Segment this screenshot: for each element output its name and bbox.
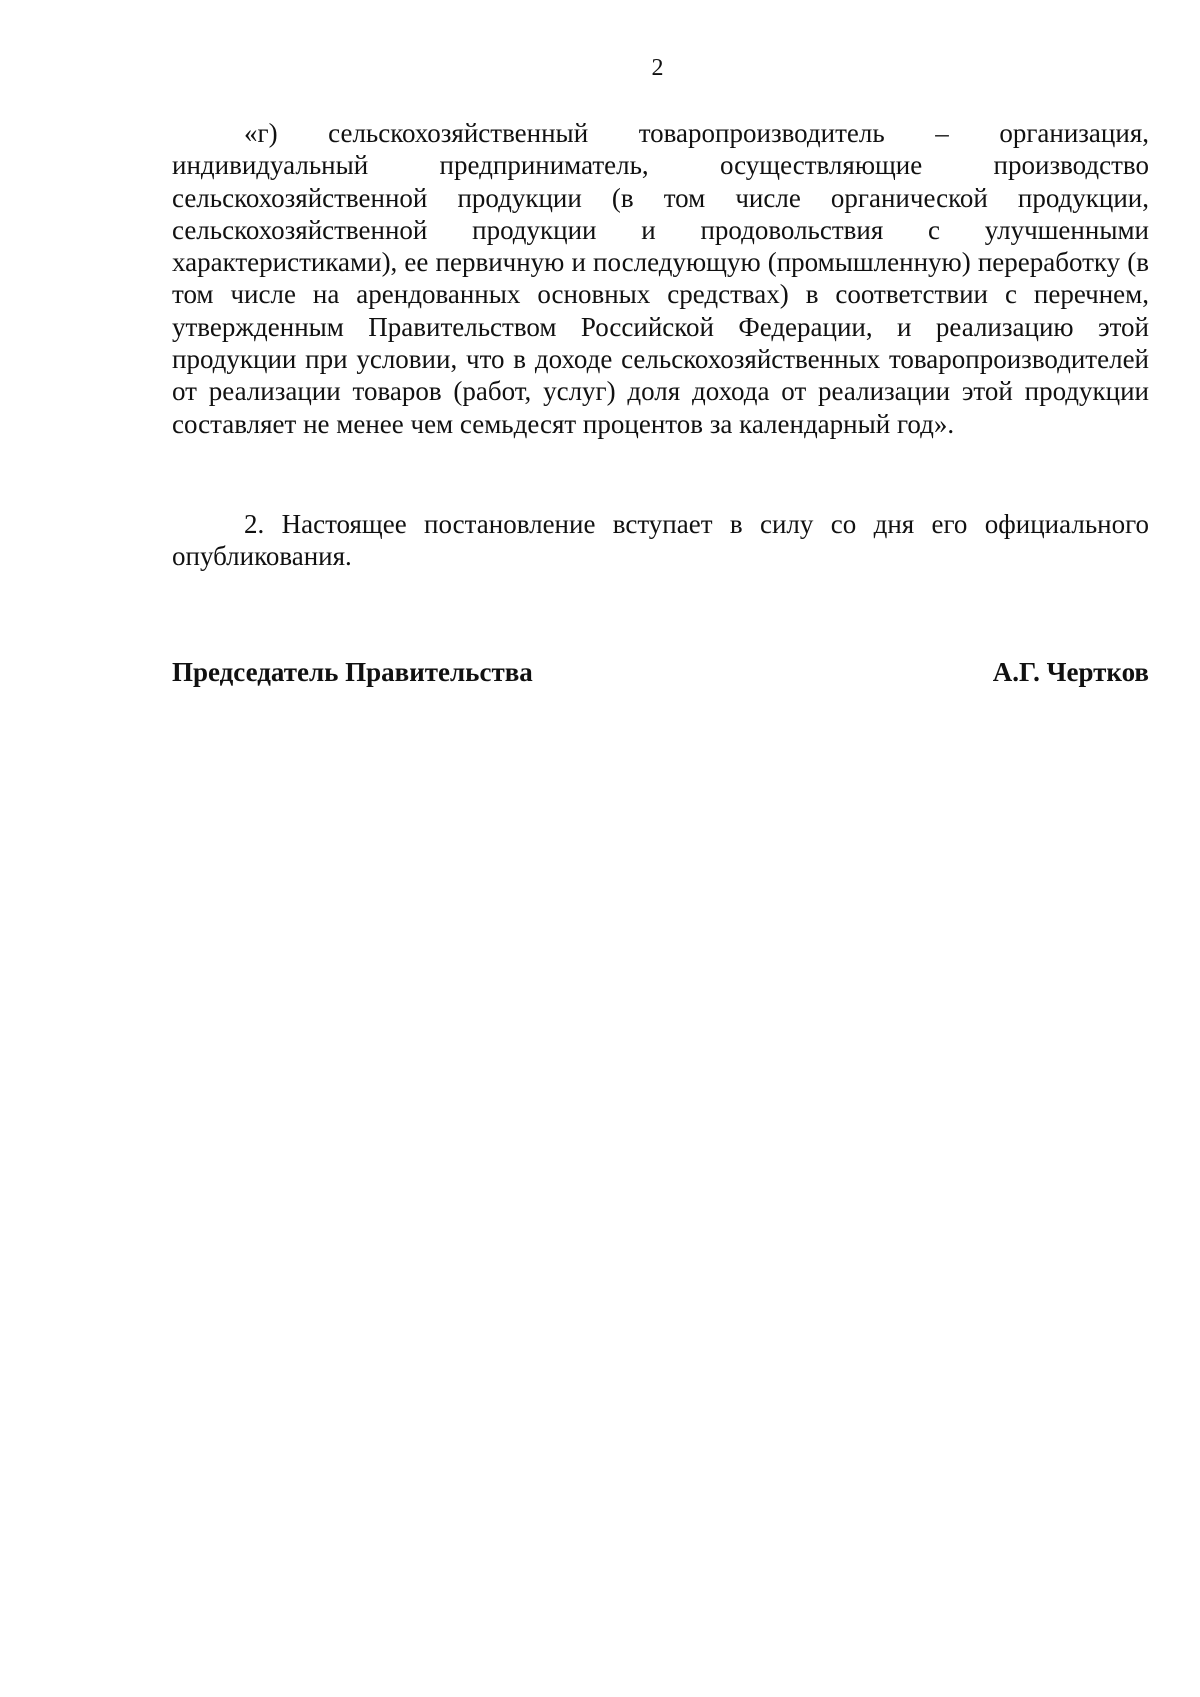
paragraph-definition: «г) сельскохозяйственный товаропроизводитель – организация, индивидуальный предприниматель, осуществляющие производство сельскохозяйственной продукции (в том числе органической продукции, сельскохозяйственной продукции и продовольствия с улучшенными характеристиками), ее первичную и последующую (промышленную) переработку (в том числе на арендованных основных средствах) в соответствии с перечнем, утвержденным Правительством Российской Федерации, и реализацию этой продукции при условии, что в доходе сельскохозяйственных товаропроизводителей от реализации товаров (работ, услуг) доля дохода от реализации этой продукции составляет не менее чем семьдесят процентов за календарный год».	[172, 118, 1149, 439]
signature-block	[172, 656, 1149, 688]
signatory-position: Председатель Правительства	[172, 657, 533, 687]
signatory-name: А.Г. Чертков	[992, 657, 1149, 687]
paragraph-effective-date: 2. Настоящее постановление вступает в силу со дня его официального опубликования.	[172, 509, 1149, 572]
page-number: 2	[651, 55, 664, 81]
